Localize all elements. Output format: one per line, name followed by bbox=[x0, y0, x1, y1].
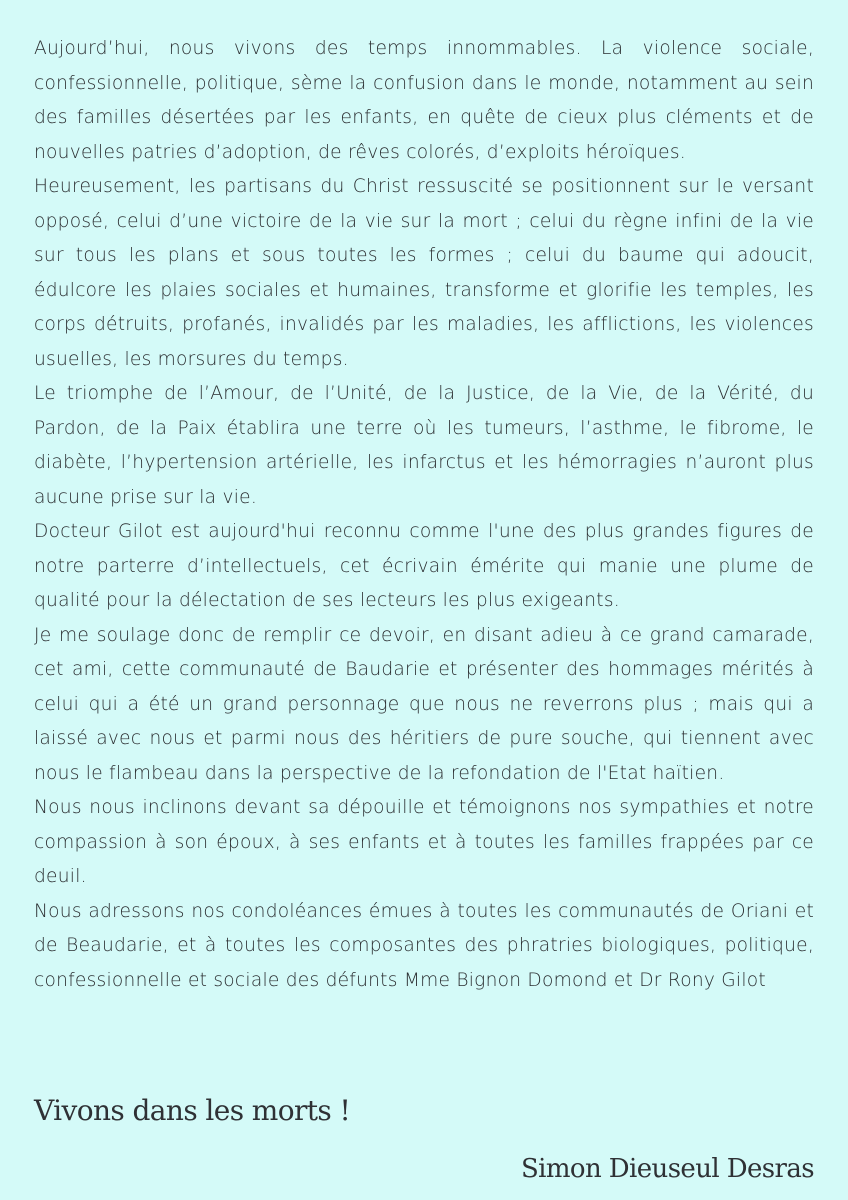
paragraph-christ-partisans: Heureusement, les partisans du Christ ressuscité se positionnent sur le versant opposé, celui d’une victoire de la vie sur la mort ; celui du règne infini de la vie sur tous les plans et sous toutes les formes ; celui du baume qui adoucit, édulcore les plaies sociales et humaines, transforme et glorifie les temples, les corps détruits, profanés, invalidés par les maladies, les afflictions, les violences usuelles, les morsures du temps. bbox=[34, 176, 814, 370]
author-signature: Simon Dieuseul Desras bbox=[520, 1154, 814, 1184]
document-body bbox=[34, 32, 814, 998]
paragraph-present-times: Aujourd’hui, nous vivons des temps innommables. La violence sociale, confessionnelle, politique, sème la confusion dans le monde, notamment au sein des familles désertées par les enfants, en quête de cieux plus cléments et de nouvelles patries d’adoption, de rêves colorés, d’exploits héroïques. bbox=[34, 38, 814, 163]
paragraph-triumph-of-love: Le triomphe de l’Amour, de l’Unité, de la Justice, de la Vie, de la Vérité, du Pardon, de la Paix établira une terre où les tumeurs, l’asthme, le fibrome, le diabète, l’hypertension artérielle, les infarctus et les hémorragies n’auront plus aucune prise sur la vie. bbox=[34, 383, 814, 508]
closing-line: Vivons dans les morts ! bbox=[34, 1094, 351, 1127]
paragraph-sympathies: Nous nous inclinons devant sa dépouille et témoignons nos sympathies et notre compassion à son époux, à ses enfants et à toutes les familles frappées par ce deuil. bbox=[34, 797, 814, 887]
paragraph-farewell: Je me soulage donc de remplir ce devoir, en disant adieu à ce grand camarade, cet ami, cette communauté de Baudarie et présenter des hommages mérités à celui qui a été un grand personnage que nous ne reverrons plus ; mais qui a laissé avec nous et parmi nous des héritiers de pure souche, qui tiennent avec nous le flambeau dans la perspective de la refondation de l'Etat haïtien. bbox=[34, 624, 814, 784]
paragraph-docteur-gilot: Docteur Gilot est aujourd'hui reconnu comme l'une des plus grandes figures de notre parterre d’intellectuels, cet écrivain émérite qui manie une plume de qualité pour la délectation de ses lecteurs les plus exigeants. bbox=[34, 521, 814, 611]
paragraph-condolences: Nous adressons nos condoléances émues à toutes les communautés de Oriani et de Beaudarie, et à toutes les composantes des phratries biologiques, politique, confessionnelle et sociale des défunts Mme Bignon Domond et Dr Rony Gilot bbox=[34, 900, 814, 991]
